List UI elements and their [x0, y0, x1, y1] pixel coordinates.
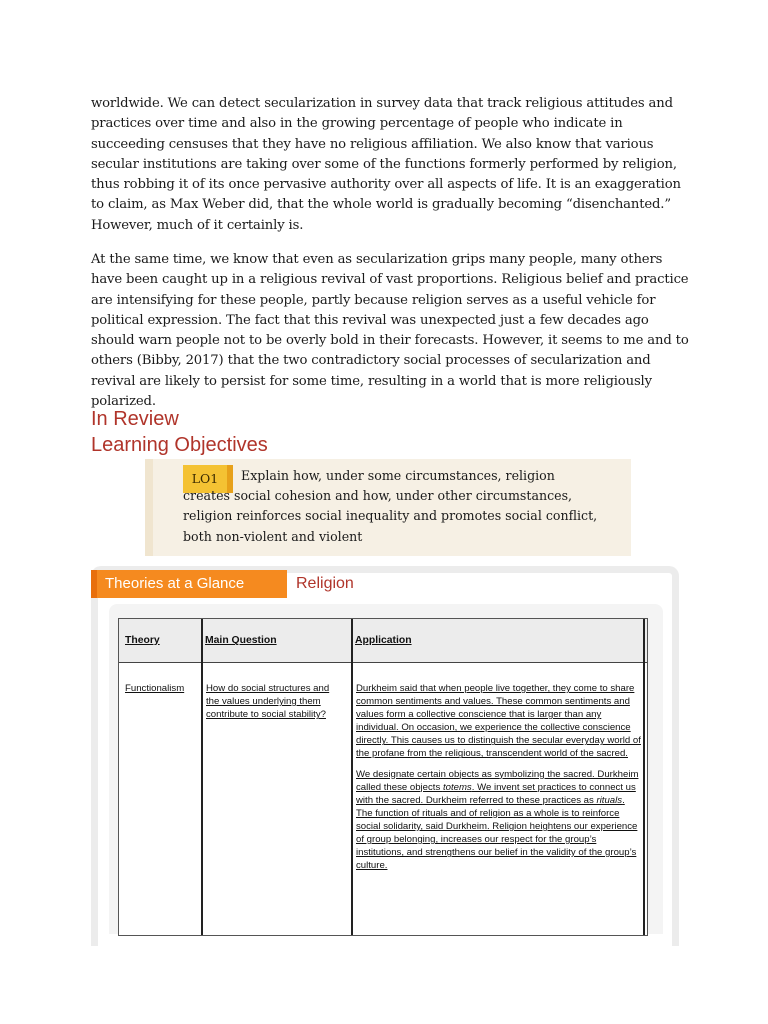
text-span: . The function of rituals and of religion as a whole is to reinforce social solidarity, said Durkheim. Religion heightens our experience of group belonging, increases our respect for the group’s institutions, and strengthens our belief in the validity of the group’s culture.: [356, 794, 638, 872]
column-divider: [201, 619, 203, 935]
emphasis-totems: totems: [442, 781, 472, 793]
heading-line: In Review: [91, 408, 179, 430]
in-review-heading: [91, 406, 268, 458]
column-divider: [351, 619, 353, 935]
lo-tag: LO1: [183, 465, 233, 493]
column-divider: [643, 619, 645, 935]
theories-title: Religion: [296, 575, 354, 592]
body-paragraph: At the same time, we know that even as secularization grips many people, many others have been caught up in a religious revival of vast proportions. Religious belief and practice are intensifying for these people, partly because religion serves as a useful vehicle for political expression. The fact that this revival was unexpected just a few decades ago should warn people not to be overly bold in their forecasts. However, it seems to me and to others (Bibby, 2017) that the two contradictory social processes of secularization and revival are likely to persist for some time, resulting in a world that is more religiously polarized.: [91, 252, 689, 410]
application-paragraph: [356, 768, 642, 873]
column-header: Main Question: [205, 635, 277, 646]
application-cell: [356, 682, 642, 879]
theories-tag: Theories at a Glance: [91, 570, 287, 598]
column-header: Theory: [125, 635, 160, 646]
theory-cell: Functionalism: [125, 683, 185, 694]
learning-objective-text: Explain how, under some circumstances, religion creates social cohesion and how, under other circumstances, religion reinforces social inequality and promotes social conflict, both non-violent and violent: [183, 468, 598, 544]
column-header: Application: [355, 635, 412, 646]
text-span: . We invent set practices to connect us with the sacred. Durkheim referred to these practices as: [356, 781, 636, 806]
emphasis-rituals: rituals: [596, 794, 623, 806]
text-span: We designate certain objects as symbolizing the sacred. Durkheim called these objects: [356, 768, 639, 793]
theories-table: [118, 618, 648, 936]
question-cell: How do social structures and the values underlying them contribute to social stability?: [206, 683, 330, 721]
application-paragraph: Durkheim said that when people live together, they come to share common sentiments and values. These common sentiments and values form a collective conscience that is larger than any individual. On occasion, we experience the collective conscience directly. This causes us to distinguish the secular everyday world of the profane from the religious, transcendent world of the sacred.: [356, 683, 641, 760]
heading-line: Learning Objectives: [91, 434, 268, 456]
body-paragraph: worldwide. We can detect secularization in survey data that track religious attitudes and practices over time and also in the growing percentage of people who indicate in succeeding censuses that they have no religious affiliation. We also know that various secular institutions are taking over some of the functions formerly performed by religion, thus robbing it of its once pervasive authority over all aspects of life. It is an exaggeration to claim, as Max Weber did, that the whole world is gradually becoming “disenchanted.” However, much of it certainly is.: [91, 96, 681, 233]
